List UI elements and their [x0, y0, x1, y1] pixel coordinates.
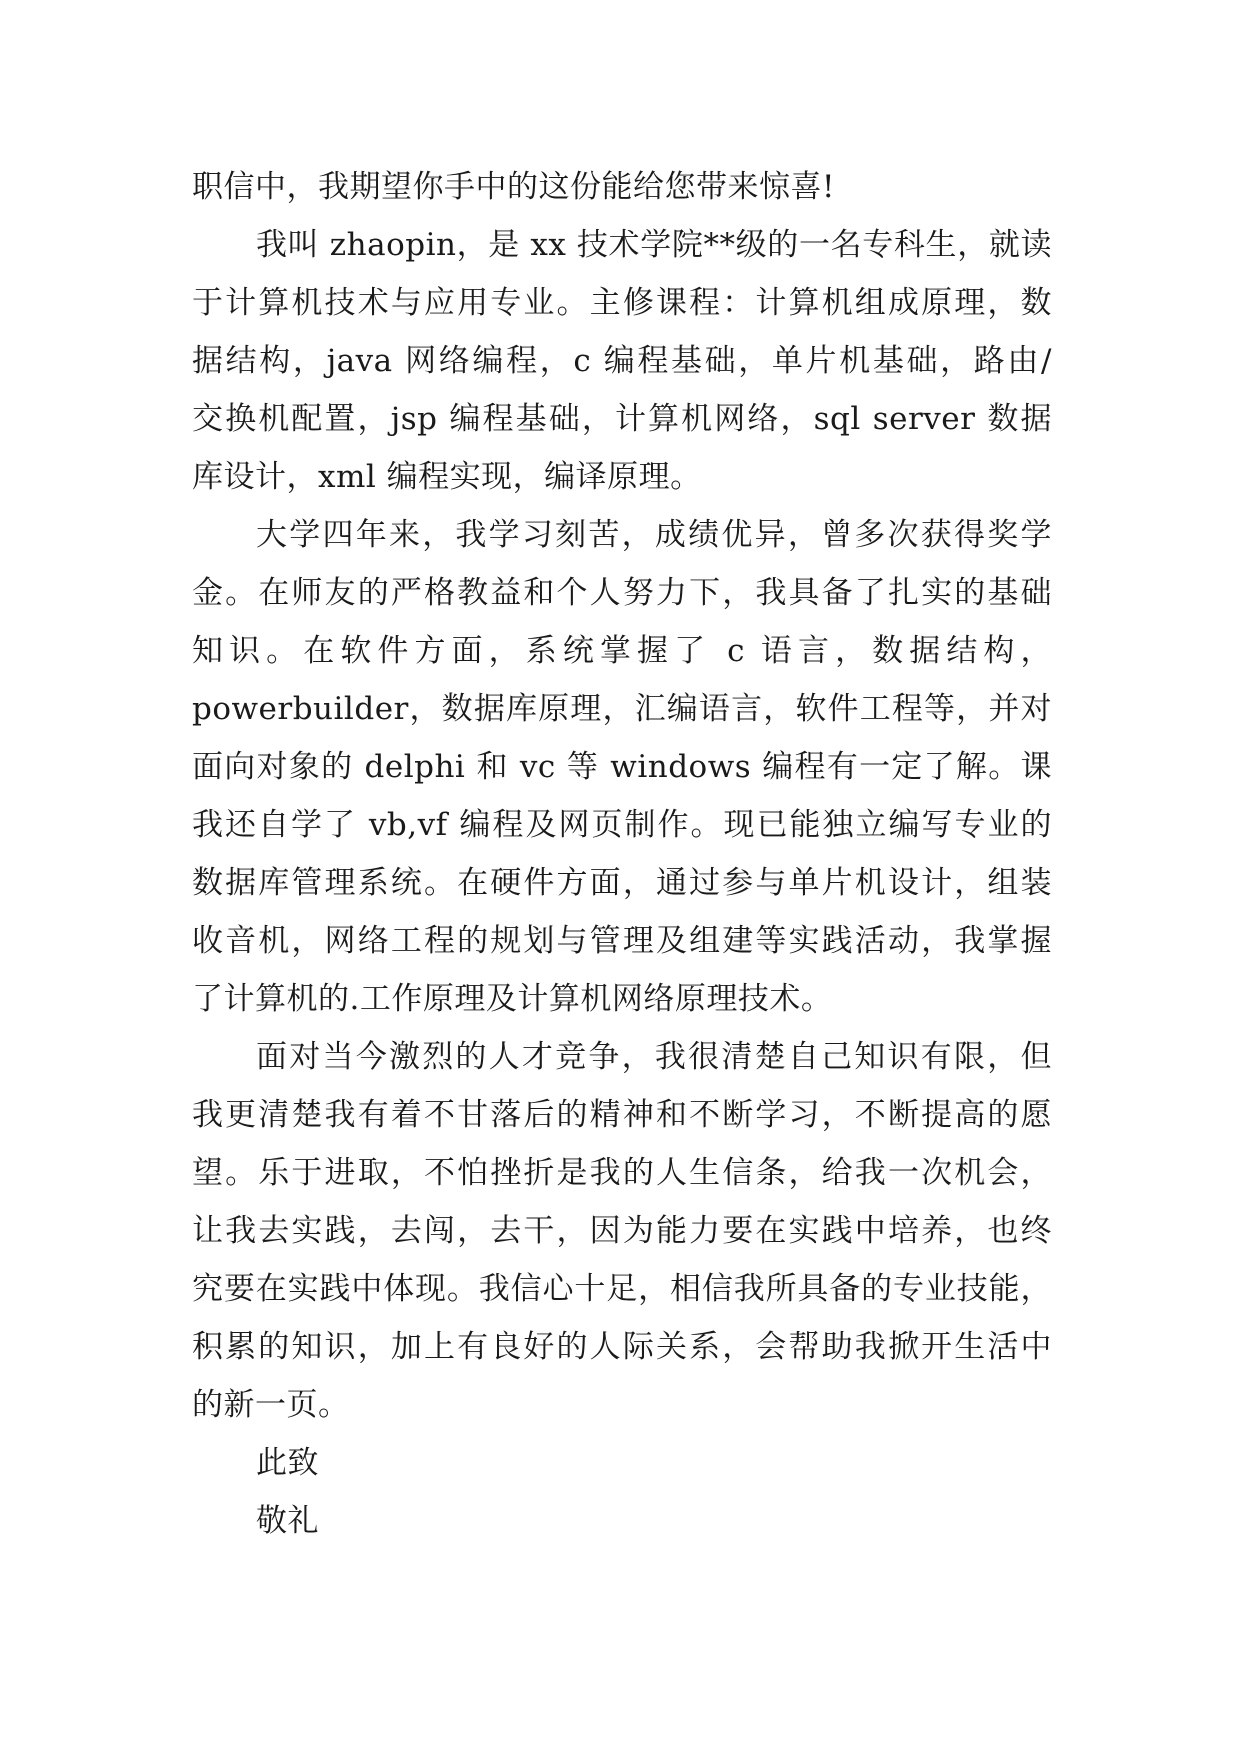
- text-line: 了计算机的.工作原理及计算机网络原理技术。: [192, 981, 833, 1017]
- text-line: 交换机配置，jsp 编程基础，计算机网络，sql server 数据: [192, 401, 1052, 437]
- text-line: 职信中，我期望你手中的这份能给您带来惊喜!: [192, 169, 835, 205]
- text-line: 数据库管理系统。在硬件方面，通过参与单片机设计，组装: [192, 865, 1052, 901]
- text-line: 积累的知识，加上有良好的人际关系，会帮助我掀开生活中: [192, 1329, 1052, 1365]
- text-line: 于计算机技术与应用专业。主修课程：计算机组成原理，数: [192, 285, 1052, 321]
- text-line: 大学四年来，我学习刻苦，成绩优异，曾多次获得奖学: [256, 517, 1052, 553]
- closing-salutation: 此致: [256, 1445, 319, 1481]
- text-line: 我叫 zhaopin，是 xx 技术学院**级的一名专科生，就读: [256, 227, 1052, 263]
- text-line: 知识。在软件方面，系统掌握了 c 语言，数据结构，: [192, 633, 1052, 669]
- text-line: 面向对象的 delphi 和 vc 等 windows 编程有一定了解。课: [192, 749, 1052, 785]
- text-line: 金。在师友的严格教益和个人努力下，我具备了扎实的基础: [192, 575, 1052, 611]
- text-line: 让我去实践，去闯，去干，因为能力要在实践中培养，也终: [192, 1213, 1052, 1249]
- text-line: 面对当今激烈的人才竞争，我很清楚自己知识有限，但: [256, 1039, 1052, 1075]
- text-line: 据结构，java 网络编程，c 编程基础，单片机基础，路由/: [192, 343, 1052, 379]
- text-line: 望。乐于进取，不怕挫折是我的人生信条，给我一次机会，: [192, 1155, 1052, 1191]
- text-line: 究要在实践中体现。我信心十足，相信我所具备的专业技能，: [192, 1271, 1052, 1307]
- text-line: 库设计，xml 编程实现，编译原理。: [192, 459, 702, 495]
- text-line: 的新一页。: [192, 1387, 350, 1423]
- closing-regards: 敬礼: [256, 1503, 319, 1539]
- text-line: powerbuilder，数据库原理，汇编语言，软件工程等，并对: [192, 691, 1052, 727]
- text-line: 我更清楚我有着不甘落后的精神和不断学习，不断提高的愿: [192, 1097, 1052, 1133]
- letter-body: [192, 158, 1052, 1550]
- text-line: 收音机，网络工程的规划与管理及组建等实践活动，我掌握: [192, 923, 1052, 959]
- text-line: 我还自学了 vb,vf 编程及网页制作。现已能独立编写专业的: [192, 807, 1052, 843]
